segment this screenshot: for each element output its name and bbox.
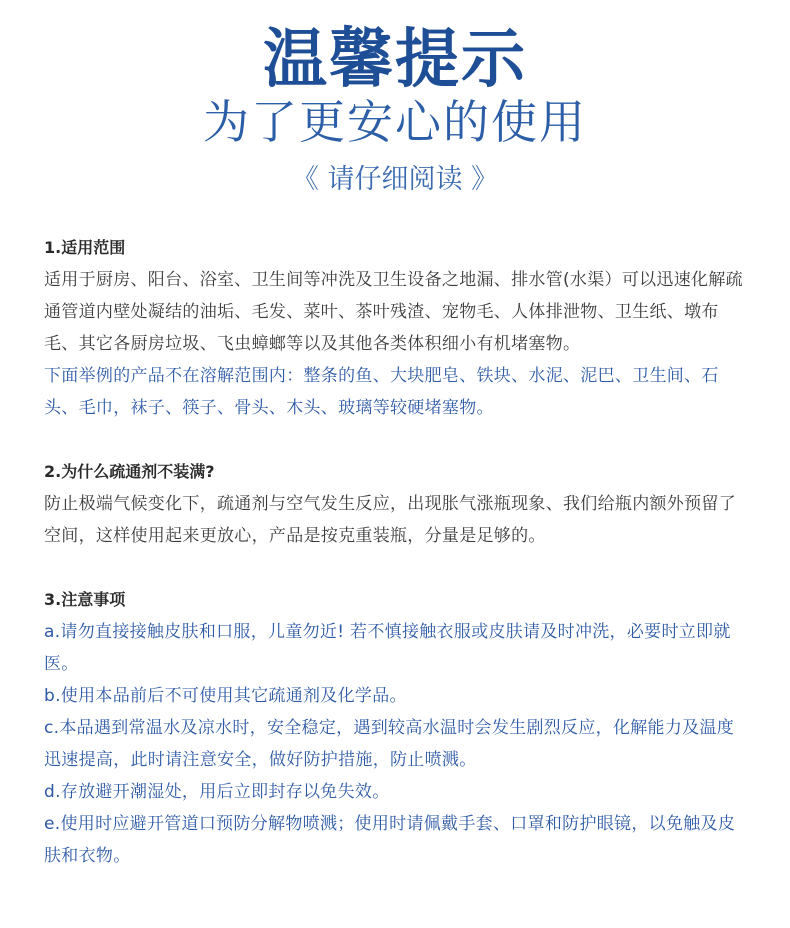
- scope-paragraph: 适用于厨房、阳台、浴室、卫生间等冲洗及卫生设备之地漏、排水管(水渠）可以迅速化解疏通管道内壁处凝结的油垢、毛发、菜叶、茶叶残渣、宠物毛、人体排泄物、卫生纸、墩布毛、其它各厨房垃圾、飞虫蟑螂等以及其他各类体积细小有机堵塞物。: [44, 270, 743, 354]
- precaution-item: d.存放避开潮湿处，用后立即封存以免失效。: [44, 782, 390, 802]
- section-heading: 2.为什么疏通剂不装满?: [44, 462, 215, 481]
- exclusion-paragraph: 下面举例的产品不在溶解范围内：整条的鱼、大块肥皂、铁块、水泥、泥巴、卫生间、石头、毛巾，袜子、筷子、骨头、木头、玻璃等较硬堵塞物。: [44, 366, 719, 418]
- read-note: 《 请仔细阅读 》: [291, 164, 499, 195]
- section-heading: 1.适用范围: [44, 238, 126, 257]
- precaution-item: e.使用时应避开管道口预防分解物喷溅；使用时请佩戴手套、口罩和防护眼镜，以免触及皮肤和衣物。: [44, 814, 736, 866]
- section-why-not-full: [44, 456, 750, 552]
- content: [44, 232, 750, 872]
- why-not-full-paragraph: 防止极端气候变化下，疏通剂与空气发生反应，出现胀气涨瓶现象、我们给瓶内额外预留了空间，这样使用起来更放心，产品是按克重装瓶，分量是足够的。: [44, 494, 736, 546]
- precaution-item: b.使用本品前后不可使用其它疏通剂及化学品。: [44, 686, 407, 706]
- precaution-item: a.请勿直接接触皮肤和口服，儿童勿近! 若不慎接触衣服或皮肤请及时冲洗，必要时立即就医。: [44, 622, 731, 674]
- page-subtitle: 为了更安心的使用: [203, 95, 587, 149]
- section-heading: 3.注意事项: [44, 590, 126, 609]
- section-scope: [44, 232, 750, 424]
- page-title: 温馨提示: [263, 23, 527, 97]
- precaution-item: c.本品遇到常温水及凉水时，安全稳定，遇到较高水温时会发生剧烈反应，化解能力及温度迅速提高，此时请注意安全，做好防护措施，防止喷溅。: [44, 718, 735, 770]
- section-precautions: [44, 584, 750, 872]
